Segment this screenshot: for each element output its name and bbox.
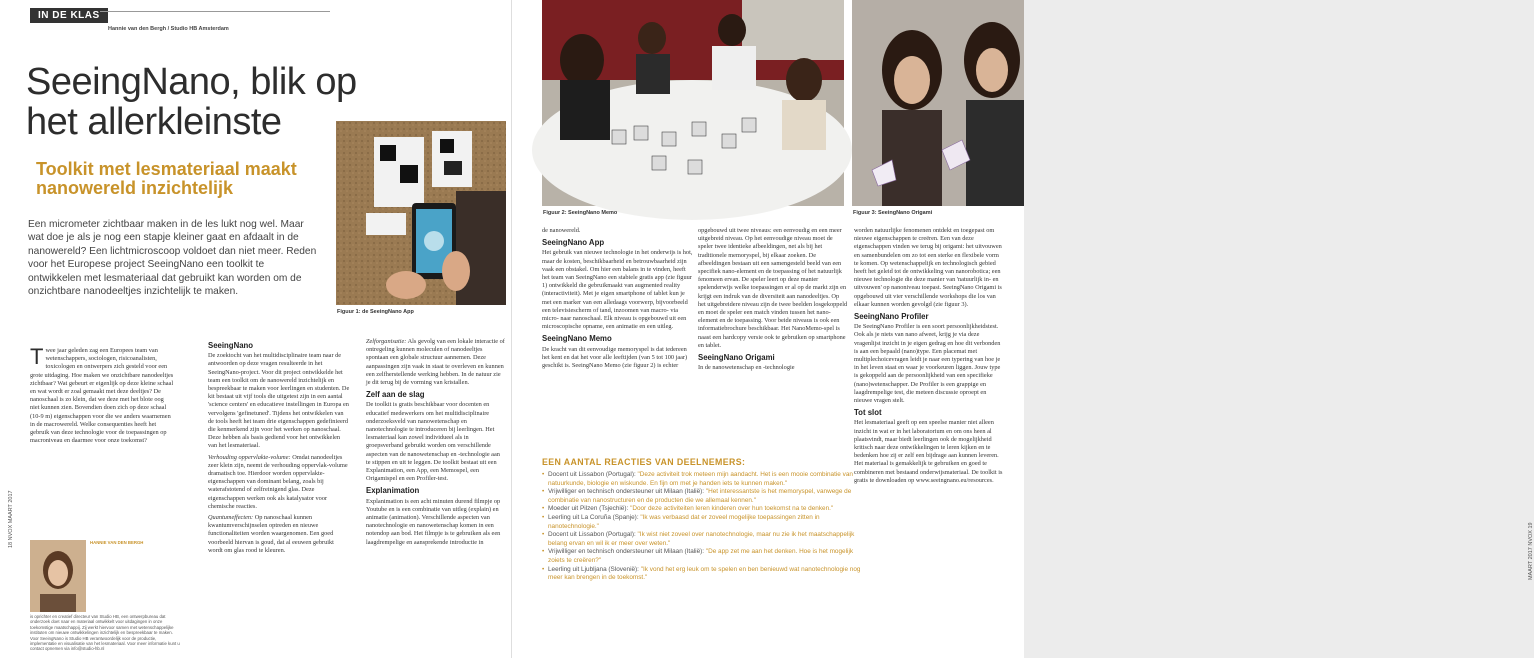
- right-column-1: [542, 227, 694, 373]
- reactions-list: [542, 471, 862, 583]
- heading-app: SeeingNano App: [542, 238, 605, 248]
- lead-verhouding: Verhouding oppervlakte-volume:: [208, 453, 291, 461]
- reaction-item: [542, 471, 862, 488]
- article-intro: Een micrometer zichtbaar maken in de les lukt nog wel. Maar wat doe je als je nog een stapje kleiner gaat en afdaalt in de nanowereld? Een lichtmicroscoop voldoet dan niet meer. Reden voor het Europese project SeeingNano een toolkit te ontwikkelen met lesmateriaal dat gebruikt kan worden om de onzichtbare nanodeeltjes inzichtelijk te maken.: [28, 219, 317, 298]
- reaction-name: Vrijwilliger en technisch ondersteuner uit Milaan (Italië):: [548, 488, 705, 496]
- header-rule: [100, 11, 330, 12]
- heading-explanimation: Explanimation: [366, 486, 420, 496]
- paragraph-profiler: De SeeingNano Profiler is een soort persoonlijkheidstest. Ook als je niets van nano afweet, krijg je via deze vragenlijst inzicht in je eigen gedrag en hoe dit verbonden is aan een bepaald (nano)type. Een placemat met multiplechoicevragen leidt je naar een typering van hoe je in het leven staat en waar je voorkeuren liggen. Jouw type is gekoppeld aan de persoonlijkheid van een specifieke (nano)wetenschapper. De Profiler is een grappige en laagdrempelige test, die meteen discussie oproept en nieuwe vragen stelt.: [854, 323, 1001, 405]
- author-photo: [30, 540, 86, 612]
- reaction-quote: "Ik vond het erg leuk om te spelen en ben benieuwd wat nanotechnologie nog meer kan brengen in de toekomst.": [548, 565, 861, 582]
- paragraph-explanimation: Explanimation is een acht minuten durend filmpje op Youtube en is een combinatie van uitleg (explain) en animatie (animation). Verschillende aspecten van nanotechnologie en nanowetenschap komen in een notendop aan bod. Het filmpje is te gebruiken als een laagdrempelige en aansprekende introductie in: [366, 497, 501, 546]
- author-name: HANNIE VAN DEN BERGH: [90, 540, 144, 545]
- article-title: SeeingNano, blik op het allerkleinste: [26, 61, 357, 143]
- reaction-item: [542, 514, 862, 531]
- text-verhouding: Omdat nanodeeltjes zeer klein zijn, neemt de verhouding oppervlak-volume dramatisch toe. Hierdoor worden oppervlakte-eigenschappen van dominant belang, zoals bij waterafstotend of zelfreinigend glas. Deze eigenschappen werken ook als katalysator voor chemische reacties.: [208, 453, 348, 510]
- heading-seeingnano: SeeingNano: [208, 341, 254, 350]
- section-tag: IN DE KLAS: [30, 8, 108, 23]
- column1-text: wee jaar geleden zag een Europees team van wetenschappers, sociologen, risicoanalisten, toxicologen en ontwerpers zich gesteld voor een grote uitdaging. Hoe maken we onzichtbare nanodeeltjes zichtbaar? Wat gebeurt er eigenlijk op deze kleine schaal en wat wordt er zoal gemaakt met deze deeltjes? De nanoschaal is zo klein, dat we deze met het blote oog niet kunnen zien. Bovendien doen zich op deze schaal (10-9 m) eigenschappen voor die we anders waarnemen in de macrowereld. Welke consequenties heeft het gebruik van deze technologie voor de toepassingen op macroniveau en daarmee voor onze toekomst?: [30, 347, 174, 445]
- reaction-name: Docent uit Lissabon (Portugal):: [548, 531, 636, 539]
- paragraph-zelforganisatie: [366, 338, 506, 387]
- byline: Hannie van den Bergh / Studio HB Amsterdam: [108, 26, 229, 32]
- memo-photo-illustration: [542, 0, 844, 206]
- heading-memo: SeeingNano Memo: [542, 334, 612, 344]
- paragraph-origami-continued: worden natuurlijke fenomenen ontdekt en toegepast om nieuwe eigenschappen te creëren. Een van deze eigenschappen vinden we terug bij origami: het uitvouwen en samenbundelen om zo tot een sterke en flexibele vorm te komen. Op wetenschappelijk en technologisch gebied heeft het geleid tot de ontwikkeling van nanorobotica; een nieuwe technologie die deze manier van 'natuurlijk in- en uitvouwen' op nanoniveau toepast. SeeingNano Origami is opgebouwd uit vier verschillende workshops die los van elkaar kunnen worden gevolgd (zie figuur 3).: [854, 227, 1002, 308]
- right-column-2: [698, 227, 848, 375]
- reaction-quote: "De app zet me aan het denken. Hoe is het mogelijk zoiets te creëren?": [548, 548, 854, 564]
- paragraph-tot-slot: Het lesmateriaal geeft op een speelse manier niet alleen inzicht in wat er in het laboratorium en om ons heen al plaatsvindt, maar biedt leerlingen ook de mogelijkheid kritisch naar deze ontwikkelingen te leren kijken en te bedenken hoe zij er zelf een bijdrage aan kunnen leveren. Het materiaal is gemakkelijk te gebruiken en goed te combineren met bestaand onderwijsmateriaal. De toolkit is gratis te downloaden op www.seeingnano.eu/resources.: [854, 419, 1003, 484]
- paragraph-continued: de nanowereld.: [542, 227, 581, 234]
- reaction-quote: "Ik wist niet zoveel over nanotechnologie, maar nu zie ik het maatschappelijk belang ervan en wil ik er meer over weten.": [548, 531, 855, 547]
- paragraph-seeingnano: De zoektocht van het multidisciplinaire team naar de antwoorden op deze vragen resulteerde in het SeeingNano-project. Voor dit project ontwikkelde het team een toolkit om de nanowereld inzichtelijk en bespreekbaar te maken voor leerlingen en studenten. De kit bestaat uit vijf tools die uitgetest zijn in een aantal 'science centers' en educatieve instellingen in Europa en vervolgens 'gefinetuned'. Tijdens het ontwikkelen van de tools heeft het team drie eigenschappen gedefinieerd die kenmerkend zijn voor het werken op nanoschaal. Deze hebben als basis gediend voor het ontwikkelen van het lesmateriaal.: [208, 352, 350, 450]
- origami-photo-illustration: [852, 0, 1024, 206]
- figure-2-caption: Figuur 2: SeeingNano Memo: [543, 210, 618, 216]
- lead-quantum: Quantumeffecten:: [208, 514, 254, 522]
- dropcap: T: [30, 344, 44, 369]
- right-page: [512, 0, 1534, 658]
- reaction-quote: "Door deze activiteiten leren kinderen over hun toekomst na te denken.": [630, 505, 834, 513]
- folio-left: 18 NVOX MAART 2017: [8, 490, 14, 548]
- paragraph-zelf-aan-de-slag: De toolkit is gratis beschikbaar voor docenten en educatief medewerkers om het multidisciplinaire onderzoeksveld van nanowetenschap en nanotechnologie te introduceren bij leerlingen. Het lesmateriaal kan zowel individueel als in groepsverband gebruikt worden om verschillende aspecten van de nanowetenschap en -technologie aan te stippen en uit te leggen. De toolkit bestaat uit een Explanimation, een App, een Memospel, een Origamispel en een Profiler-test.: [366, 401, 500, 483]
- left-page: [0, 0, 512, 658]
- reaction-item: [542, 488, 862, 505]
- figure-3-origami-photo: [852, 0, 1024, 206]
- heading-origami: SeeingNano Origami: [698, 353, 775, 363]
- reactions-heading: EEN AANTAL REACTIES VAN DEELNEMERS:: [542, 457, 746, 467]
- text-quantum: Op nanoschaal kunnen kwantumverschijnselen optreden en nieuwe functionaliteiten worden waargenomen. Een goed voorbeeld hiervan is goud, dat al eeuwen gebruikt wordt om glas rood te kleuren.: [208, 514, 334, 554]
- reaction-quote: "Ik was verbaasd dat er zoveel mogelijke toepassingen zitten in nanotechnologie.": [548, 513, 820, 530]
- paragraph-origami: In de nanowetenschap en -technologie: [698, 364, 795, 372]
- paragraph-quantum: [208, 514, 350, 555]
- reaction-quote: "Het interessantste is het memoryspel, vanwege de combinatie van nanostructuren en de producten die we allemaal kennen.": [548, 488, 852, 504]
- paragraph-verhouding: [208, 454, 350, 511]
- folio-right: MAART 2017 NVOX 19: [1528, 522, 1534, 580]
- reaction-item: [542, 531, 862, 548]
- reaction-name: Leerling uit Ljubljana (Slovenië):: [548, 565, 639, 573]
- reaction-name: Vrijwilliger en technisch ondersteuner uit Milaan (Italië):: [548, 548, 705, 556]
- author-bio: [90, 540, 176, 545]
- reaction-name: Docent uit Lissabon (Portugal):: [548, 471, 636, 478]
- reaction-item: [542, 548, 862, 565]
- figure-1-caption: Figuur 1: de SeeingNano App: [337, 309, 414, 315]
- app-photo-illustration: [336, 121, 506, 305]
- column1-paragraph: [30, 344, 174, 445]
- heading-tot-slot: Tot slot: [854, 408, 882, 418]
- left-column-3: [366, 338, 506, 550]
- reaction-item: [542, 566, 862, 583]
- text-zelforganisatie: Als gevolg van een lokale interactie of ontregeling kunnen moleculen of nanodeeltjes spontaan een globale structuur aannemen. Deze aanpassingen zijn vaak in staat te overleven en kunnen een zelfherstellende werking hebben. In de natuur zie je dit terug bij de vorming van kristallen.: [366, 338, 505, 387]
- reaction-name: Moeder uit Pilzen (Tsjechië):: [548, 505, 629, 513]
- left-column-2: [208, 338, 350, 558]
- heading-zelf-aan-de-slag: Zelf aan de slag: [366, 390, 425, 400]
- author-portrait: [30, 540, 86, 612]
- paragraph-memo-continued: opgebouwd uit twee niveaus: een eenvoudig en een meer uitgebreid niveau. Op het eenvoudige niveau moet de speler twee identieke afbeeldingen, net als bij het traditionele memoryspel, bij elkaar zoeken. De afbeeldingen bestaan uit een samengesteld beeld van een specifiek nano-element en de toepassing of het natuurlijk fenomeen ervan. De speler leert op deze manier spelenderwijs welke toepassingen er al op de markt zijn en krijgt een indruk van de diversiteit aan nanodeeltjes. Op het uitgebreidere niveau zijn de twee beelden losgekoppeld en moet de speler een match vinden tussen het nano-element en de toepassing. Voor beide niveaus is ook een informatiebrochure beschikbaar. Het NanoMemo-spel is naast een hardcopy versie ook te gebruiken op smartphone en tablet.: [698, 227, 848, 349]
- article-subtitle: Toolkit met lesmateriaal maakt nanowereld inzichtelijk: [36, 159, 297, 198]
- reaction-quote: "Deze activiteit trok meteen mijn aandacht. Het is een mooie combinatie van natuurkunde, biologie en wiskunde. En fijn om met je handen iets te kunnen maken.": [548, 471, 853, 487]
- right-column-3: [854, 227, 1004, 488]
- heading-profiler: SeeingNano Profiler: [854, 312, 929, 322]
- figure-1-app-photo: [336, 121, 506, 305]
- figure-3-caption: Figuur 3: SeeingNano Origami: [853, 210, 933, 216]
- reaction-name: Leerling uit La Coruña (Spanje):: [548, 513, 639, 521]
- paragraph-memo: De kracht van dit eenvoudige memoryspel is dat iedereen het kent en dat het voor alle leeftijden (van 5 tot 100 jaar) geschikt is. SeeingNano Memo (zie figuur 2) is echter: [542, 345, 688, 370]
- lead-zelforganisatie: Zelforganisatie:: [366, 338, 407, 345]
- author-bio-text: is oprichter en creatief directeur van Studio HB, een ontwerpbureau dat onderzoek doet naar en materiaal ontwikkelt voor uitdagingen in onze toekomstige maatschappij. Zij werkt hiervoor samen met wetenschappelijke instituten om nieuwe ontwikkelingen inzichtelijk en bespreekbaar te maken. Voor SeeingNano is Studio HB verantwoordelijk voor de productie, implementatie en visualisatie van het lesmateriaal. Voor meer informatie kunt u contact opnemen via info@studio-hb.nl: [30, 614, 180, 652]
- reaction-item: [542, 505, 862, 514]
- left-column-1: [30, 344, 174, 448]
- paragraph-app: Het gebruik van nieuwe technologie in het onderwijs is hot, maar de kosten, beschikbaarheid en betrouwbaarheid zijn vaak een obstakel. Om hier een balans in te vinden, heeft het team van SeeingNano een stabiele gratis app (zie figuur 1) ontwikkeld die gebruikmaakt van augmented reality (interactiviteit). Met je eigen smartphone of tablet kun je met een marker van een alledaags voorwerp, bijvoorbeeld een televisiescherm of tand, inzoomen van macro- via micro- naar nanoschaal. Elk niveau is opgebouwd uit een microscopische opname, een animatie en een uitleg.: [542, 249, 693, 331]
- figure-2-memo-photo: [542, 0, 844, 206]
- reactions-box: [542, 457, 862, 583]
